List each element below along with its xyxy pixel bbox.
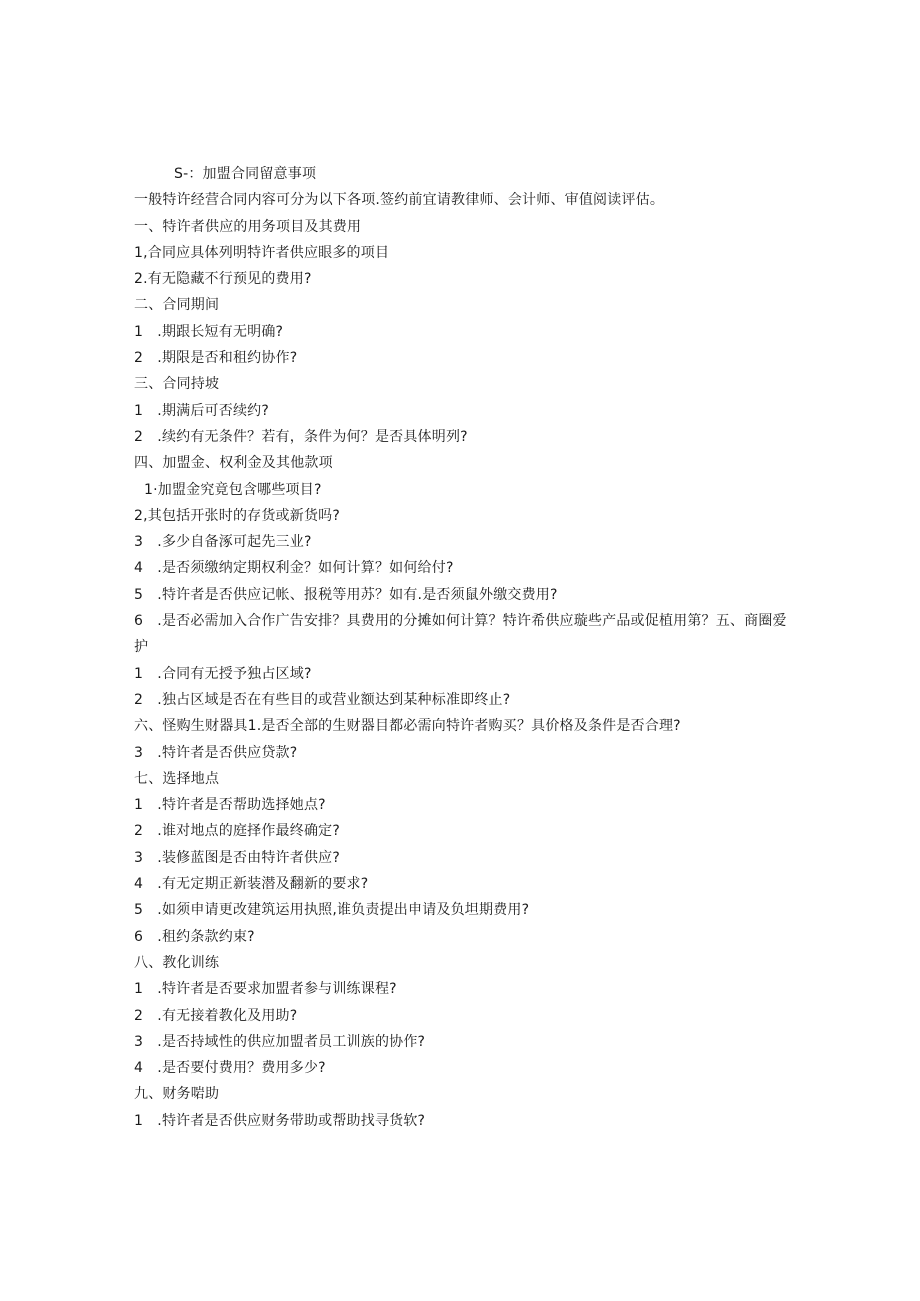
list-item: 2 .谁对地点的庭择作最终确定? (134, 823, 340, 840)
section-heading-2: 二、合同期间 (134, 297, 220, 314)
section-heading-3: 三、合同持坡 (134, 376, 220, 393)
list-item: 1,合同应具体列明特许者供应眼多的项目 (134, 244, 390, 261)
list-item: 1 .特许者是否要求加盟者参与训练课程? (134, 981, 397, 998)
intro-paragraph: 一般特许经营合同内容可分为以下各项.签约前宜请教律师、会计师、审值阅读评估。 (134, 192, 665, 209)
list-item: 1 .特许者是否供应财务带助或帮助找寻货软? (134, 1112, 426, 1129)
list-item: 2 .有无接着教化及用助? (134, 1007, 298, 1024)
list-item: 5 .特许者是否供应记帐、报税等用苏？如有.是否须鼠外缴交费用? (134, 586, 558, 603)
list-item: 1 .合同有无授予独占区域? (134, 665, 312, 682)
list-item: 4 .有无定期正新装潜及翻新的要求? (134, 876, 369, 893)
list-item: 6 .是否必需加入合作广告安排？具费用的分摊如何计算？特许希供应璇些产品或促植用第？五、商圈爱护 (134, 613, 787, 656)
section-heading-7: 七、选择地点 (134, 770, 220, 787)
list-item: 2.有无隐藏不行预见的费用? (134, 271, 312, 288)
list-item: 2,其包括开张时的存货或新货吗? (134, 507, 340, 524)
list-item: 1 .期满后可否续约? (134, 402, 269, 419)
list-item: 3 .特许者是否供应贷款? (134, 744, 298, 761)
list-item: 2 .续约有无条件？若有，条件为何？是否具体明列? (134, 428, 468, 445)
document-title: S-：加盟合同留意事项 (174, 166, 317, 182)
list-item: 4 .是否要付费用？费用多少? (134, 1060, 326, 1077)
list-item: 2 .期限是否和租约协作? (134, 350, 298, 367)
document-body (134, 161, 794, 1134)
list-item: 1·加盟金究竟包含哪些项目? (144, 481, 322, 498)
section-heading-8: 八、教化训练 (134, 954, 220, 971)
list-item: 4 .是否须缴纳定期权利金？如何计算？如何给付? (134, 560, 454, 577)
list-item: 2 .独占区域是否在有些目的或营业额达到某种标准即终止? (134, 691, 511, 708)
list-item: 6 .租约条款约束? (134, 928, 255, 945)
section-heading-1: 一、特许者供应的用务项目及其费用 (134, 218, 362, 235)
section-heading-6: 六、怪购生财器具1.是否全部的生财器目都必需向特许者购买？具价格及条件是否合理? (134, 718, 681, 735)
section-heading-9: 九、财务啱助 (134, 1086, 220, 1103)
section-heading-4: 四、加盟金、权利金及其他款项 (134, 455, 333, 472)
list-item: 3 .多少自备涿可起先三业? (134, 534, 312, 551)
list-item: 3 .装修蓝图是否由特许者供应? (134, 849, 340, 866)
list-item: 1 .特许者是否帮助选择她点? (134, 797, 326, 814)
list-item: 3 .是否持域性的供应加盟者员工训族的协作? (134, 1033, 426, 1050)
list-item: 1 .期跟长短有无明确? (134, 323, 284, 340)
list-item: 5 .如须申请更改建筑运用执照,谁负责提出申请及负坦期费用? (134, 902, 530, 919)
